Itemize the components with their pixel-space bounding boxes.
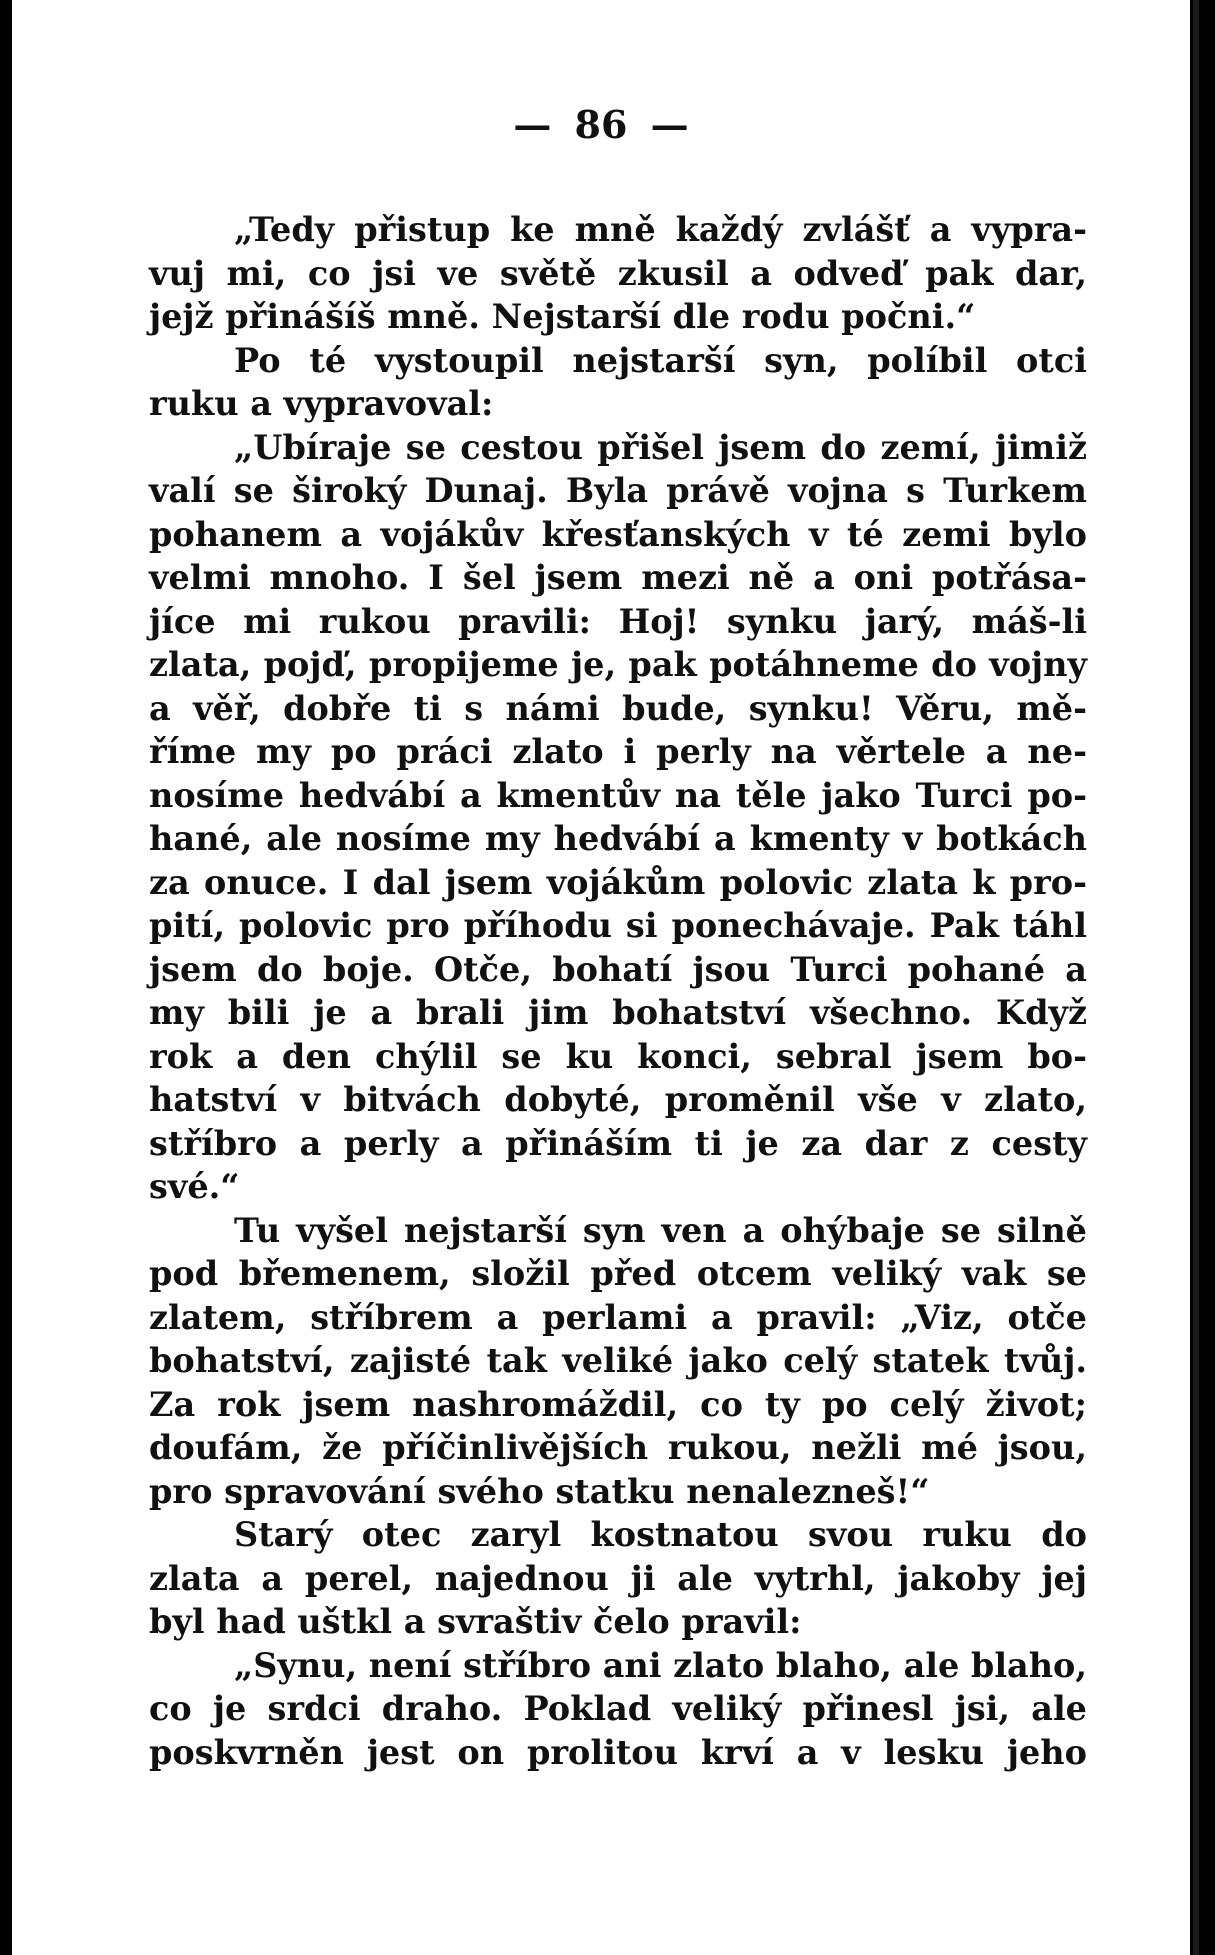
text-line: rok a den chýlil se ku konci, sebral jsem bo-: [149, 1036, 1087, 1076]
text-line: „Synu, není stříbro ani zlato blaho, ale blaho,: [234, 1645, 1087, 1685]
text-line: za onuce. I dal jsem vojákům polovic zlata k pro-: [149, 862, 1087, 902]
text-line: velmi mnoho. I šel jsem mezi ně a oni potřása-: [149, 558, 1087, 597]
text-line: ruku a vypravoval:: [149, 384, 494, 423]
text-line: bohatství, zajisté tak veliké jako celý statek tvůj.: [149, 1341, 1087, 1380]
text-line: pod břemenem, složil před otcem veliký vak se: [149, 1254, 1087, 1293]
text-line: co je srdci draho. Poklad veliký přinesl jsi, ale: [149, 1689, 1087, 1728]
text-line: valí se široký Dunaj. Byla právě vojna s Turkem: [149, 471, 1087, 510]
text-line: doufám, že příčinlivějších rukou, nežli mé jsou,: [149, 1428, 1087, 1467]
text-line: Po té vystoupil nejstarší syn, políbil otci: [234, 340, 1087, 380]
text-line: vuj mi, co jsi ve světě zkusil a odveď pak dar,: [149, 253, 1087, 293]
text-line: nosíme hedvábí a kmentův na těle jako Turci po-: [149, 775, 1087, 815]
text-line: pro spravování svého statku nenalezneš!“: [149, 1471, 930, 1511]
text-line: stříbro a perly a přináším ti je za dar z cesty: [149, 1123, 1087, 1163]
text-line: zlata a perel, najednou ji ale vytrhl, jakoby jej: [149, 1558, 1087, 1598]
text-line: a věř, dobře ti s námi bude, synku! Věru, mě-: [149, 688, 1087, 728]
book-page: [12, 0, 1190, 1955]
text-line: své.“: [149, 1167, 240, 1206]
text-line: Tu vyšel nejstarší syn ven a ohýbaje se silně: [234, 1210, 1087, 1250]
page-edge-rule: [1193, 0, 1199, 1955]
text-line: poskvrněn jest on prolitou krví a v lesku jeho: [149, 1732, 1087, 1772]
page-number: 86: [574, 102, 628, 147]
text-line: jejž přinášíš mně. Nejstarší dle rodu počni.“: [149, 297, 976, 336]
text-line: zlata, pojď, propijeme je, pak potáhneme do vojny: [149, 645, 1087, 684]
text-line: zlatem, stříbrem a perlami a pravil: „Viz, otče: [149, 1297, 1087, 1337]
text-line: jíce mi rukou pravili: Hoj! synku jarý, máš-li: [149, 601, 1087, 641]
text-line: hatství v bitvách dobyté, proměnil vše v zlato,: [149, 1080, 1087, 1119]
header-dash-right: —: [650, 102, 689, 147]
text-line: „Ubíraje se cestou přišel jsem do zemí, jimiž: [234, 427, 1087, 467]
text-line: říme my po práci zlato i perly na věrtele a ne-: [149, 732, 1087, 771]
header-dash-left: —: [513, 102, 552, 147]
text-line: „Tedy přistup ke mně každý zvlášť a vypra-: [234, 210, 1087, 249]
text-line: hané, ale nosíme my hedvábí a kmenty v botkách: [149, 819, 1087, 858]
text-line: Za rok jsem nashromáždil, co ty po celý život;: [149, 1384, 1087, 1424]
body-text: [149, 208, 1087, 1774]
text-line: my bili je a brali jim bohatství všechno. Když: [149, 993, 1087, 1032]
page-header: [12, 102, 1190, 147]
text-line: Starý otec zaryl kostnatou svou ruku do: [234, 1515, 1087, 1554]
text-line: pohanem a vojákův křesťanských v té zemi bylo: [149, 514, 1087, 554]
text-line: byl had uštkl a svraštiv čelo pravil:: [149, 1602, 802, 1641]
text-line: pití, polovic pro příhodu si ponechávaje. Pak táhl: [149, 906, 1087, 945]
text-line: jsem do boje. Otče, bohatí jsou Turci pohané a: [149, 949, 1087, 989]
